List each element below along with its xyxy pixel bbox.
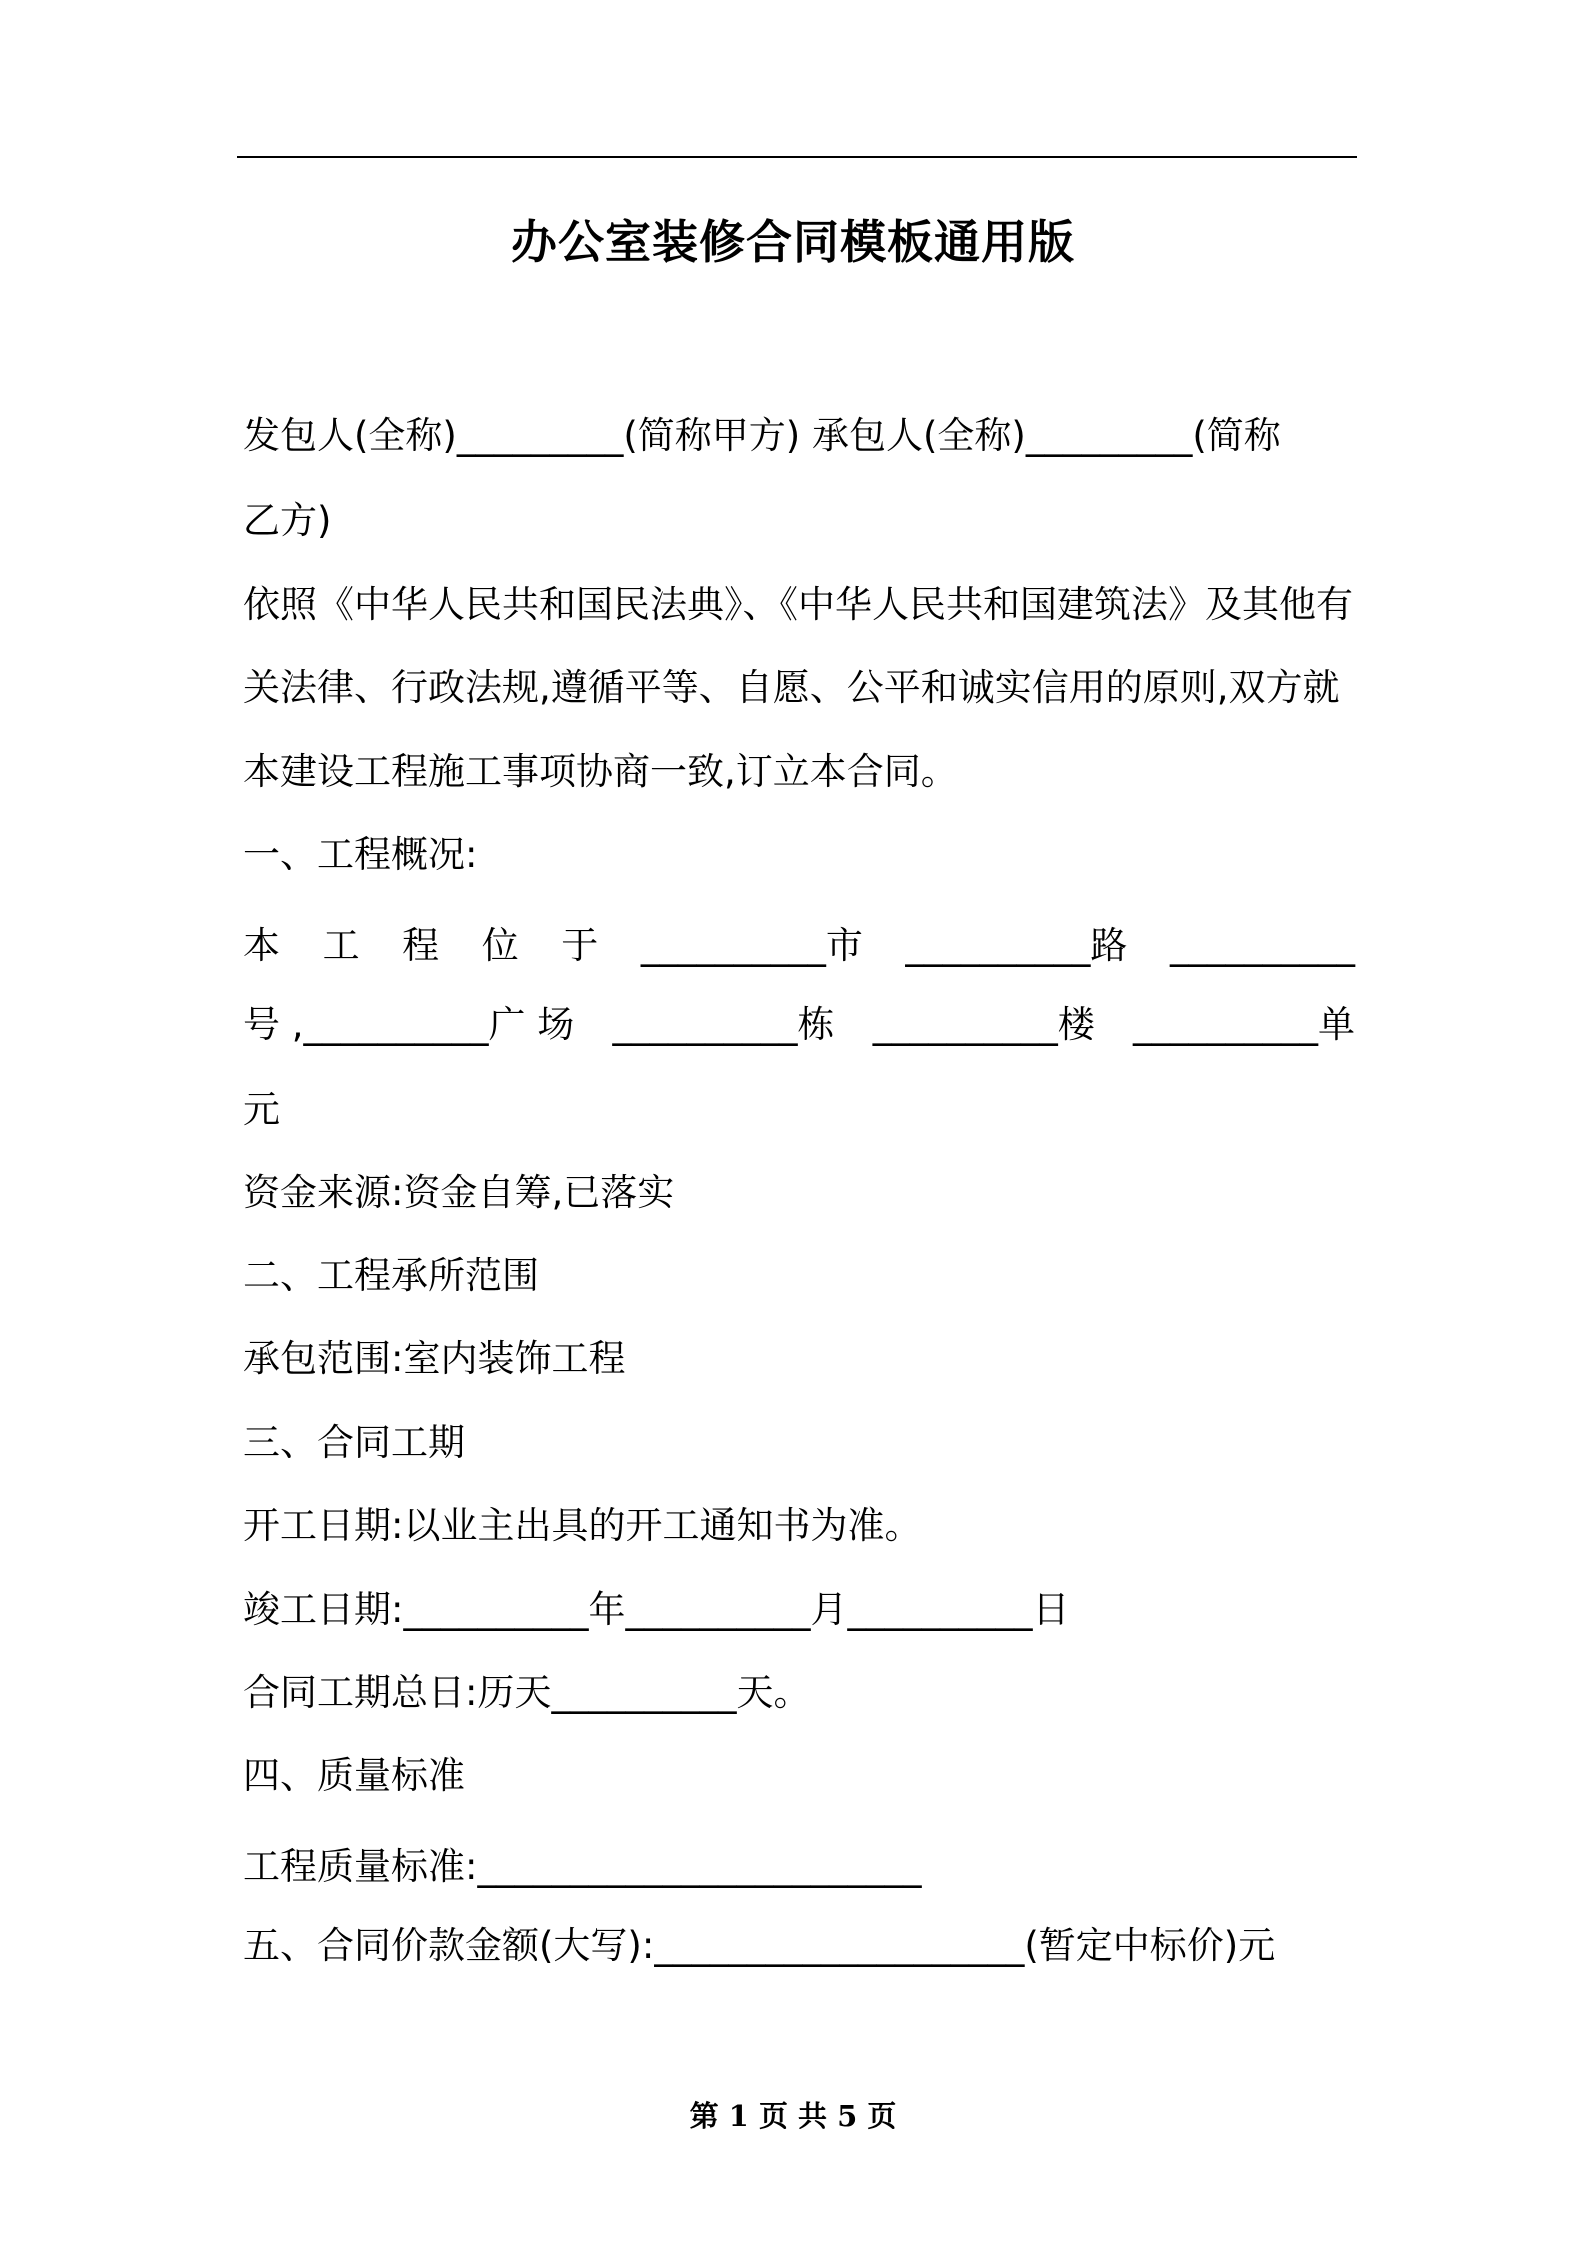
location-field: __________市 — [640, 924, 863, 967]
location-line-1 — [243, 921, 1355, 971]
paragraph-line-unit: 元 — [243, 1088, 280, 1131]
duration-line: 合同工期总日:历天__________天。 — [243, 1671, 811, 1714]
location-field: __________单 — [1133, 1003, 1355, 1046]
section-heading-3: 三、合同工期 — [243, 1421, 465, 1464]
location-char: 本 — [243, 924, 280, 967]
contract-price-line: 五、合同价款金额(大写):____________________(暂定中标价)元 — [243, 1924, 1276, 1967]
paragraph-line-3: 依照《中华人民共和国民法典》、《中华人民共和国建筑法》及其他有 — [243, 583, 1353, 626]
location-field: __________楼 — [872, 1003, 1095, 1046]
location-field: 号 ,__________广 场 — [243, 1003, 575, 1046]
location-field: __________ — [1169, 924, 1355, 967]
header-rule — [237, 156, 1357, 158]
start-date-line: 开工日期:以业主出具的开工通知书为准。 — [243, 1504, 922, 1547]
location-line-2 — [243, 1000, 1355, 1050]
location-char: 位 — [481, 924, 519, 967]
location-char: 工 — [322, 924, 360, 967]
completion-date-line: 竣工日期:__________年__________月__________日 — [243, 1588, 1070, 1631]
location-field: __________栋 — [612, 1003, 835, 1046]
section-heading-1: 一、工程概况: — [243, 833, 478, 876]
section-heading-4: 四、质量标准 — [243, 1754, 465, 1797]
paragraph-line-1: 发包人(全称)_________(简称甲方) 承包人(全称)_________(简称 — [243, 414, 1281, 457]
location-char: 于 — [561, 924, 599, 967]
location-char: 程 — [402, 924, 440, 967]
page-footer: 第 1 页 共 5 页 — [689, 2099, 897, 2133]
location-field: __________路 — [905, 924, 1128, 967]
quality-standard-line: 工程质量标准:________________________ — [243, 1845, 922, 1888]
document-title: 办公室装修合同模板通用版 — [511, 215, 1075, 269]
paragraph-line-4: 关法律、行政法规,遵循平等、自愿、公平和诚实信用的原则,双方就 — [243, 666, 1340, 709]
paragraph-line-5: 本建设工程施工事项协商一致,订立本合同。 — [243, 750, 958, 793]
scope-line: 承包范围:室内装饰工程 — [243, 1337, 626, 1380]
paragraph-line-2: 乙方) — [243, 499, 332, 542]
funding-source: 资金来源:资金自筹,已落实 — [243, 1171, 675, 1214]
section-heading-2: 二、工程承所范围 — [243, 1254, 539, 1297]
